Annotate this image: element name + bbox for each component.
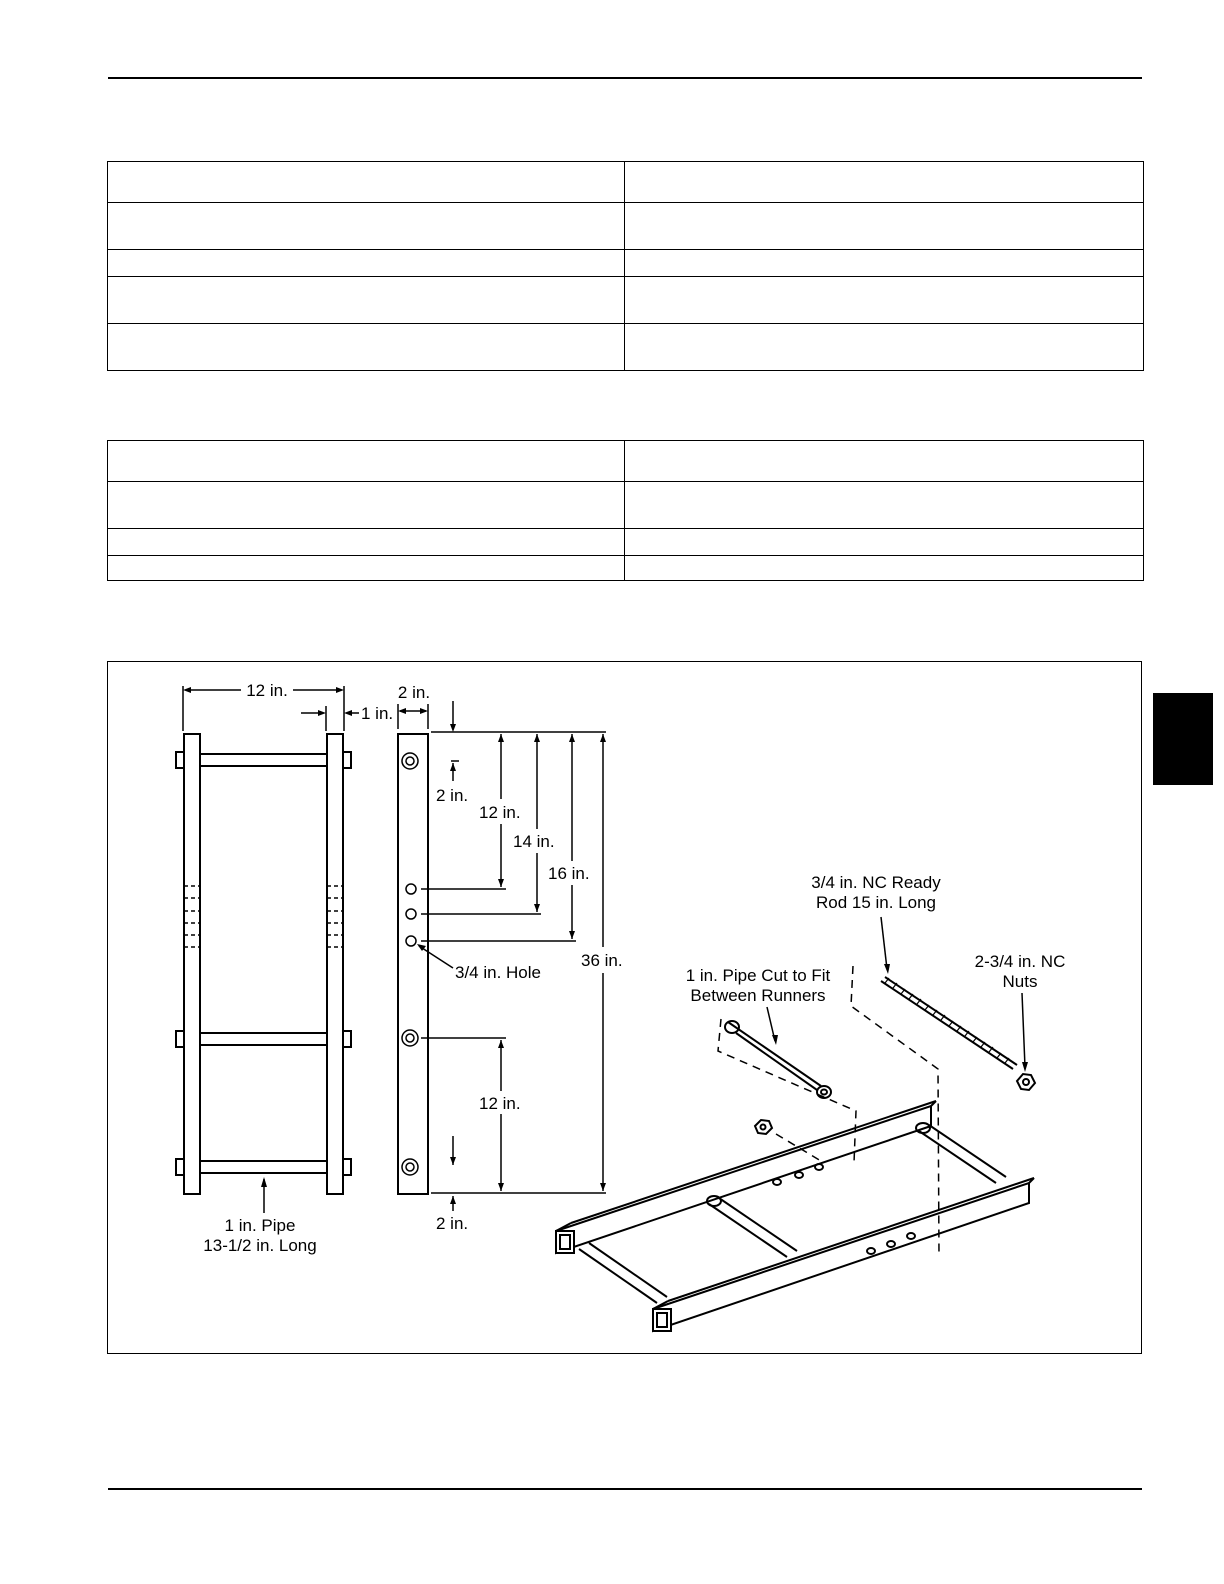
- table-row: [108, 529, 1144, 556]
- label-nuts-line1: 2-3/4 in. NC: [974, 952, 1066, 971]
- header-rule: [108, 77, 1142, 79]
- table-cell: [108, 203, 625, 250]
- side-view-runner: [398, 734, 428, 1194]
- label-rod-line1: 3/4 in. NC Ready: [811, 873, 941, 892]
- label-cut-line2: Between Runners: [690, 986, 826, 1005]
- table-row: [108, 277, 1144, 324]
- table-cell: [108, 529, 625, 556]
- table-cell: [108, 277, 625, 324]
- table-cell: [108, 162, 625, 203]
- table-cell: [625, 556, 1144, 581]
- table-cell: [108, 556, 625, 581]
- label-top-2: 2 in.: [436, 786, 469, 805]
- isometric-sled: [556, 1101, 1034, 1331]
- table-row: [108, 324, 1144, 371]
- right-runner: [327, 734, 343, 1194]
- figure-frame: [107, 661, 1142, 1354]
- table-cell: [108, 482, 625, 529]
- label-offset-1: 1 in.: [361, 704, 394, 723]
- label-dim-14: 14 in.: [513, 832, 555, 851]
- dim-lines-side-view: [398, 701, 606, 1211]
- label-width-2: 2 in.: [397, 683, 431, 702]
- table-header-row: [108, 162, 1144, 203]
- table-cell: [108, 324, 625, 371]
- label-nuts-line2: Nuts: [1002, 972, 1038, 991]
- spec-table-1: [107, 161, 1144, 371]
- label-pipe-line2: 13-1/2 in. Long: [203, 1236, 317, 1255]
- table-cell: [625, 277, 1144, 324]
- label-pipe-line1: 1 in. Pipe: [224, 1216, 296, 1235]
- label-dim-36: 36 in.: [581, 951, 623, 970]
- label-dim-16: 16 in.: [548, 864, 590, 883]
- table-cell: [625, 250, 1144, 277]
- table-row: [108, 556, 1144, 581]
- label-width-12: 12 in.: [246, 681, 288, 700]
- cross-pipes: [176, 752, 351, 1175]
- hidden-holes: [184, 886, 343, 947]
- table-row: [108, 482, 1144, 529]
- ready-rod: [881, 977, 1017, 1069]
- section-tab-marker: [1153, 693, 1213, 785]
- sled-diagram: [108, 662, 1141, 1353]
- table-row: [108, 203, 1144, 250]
- label-cut-line1: 1 in. Pipe Cut to Fit: [685, 966, 831, 985]
- loose-pipe: [725, 1021, 831, 1098]
- table-header-row: [108, 441, 1144, 482]
- table-cell: [625, 162, 1144, 203]
- label-hole: 3/4 in. Hole: [455, 963, 541, 982]
- left-runner: [184, 734, 200, 1194]
- label-bottom-2: 2 in.: [436, 1214, 469, 1233]
- spec-table-2: [107, 440, 1144, 581]
- nut-icon: [755, 1120, 772, 1134]
- table-cell: [625, 441, 1144, 482]
- nut-icon: [1017, 1074, 1035, 1090]
- table-cell: [108, 441, 625, 482]
- table-cell: [625, 324, 1144, 371]
- table-row: [108, 250, 1144, 277]
- table-cell: [625, 529, 1144, 556]
- table-cell: [625, 203, 1144, 250]
- label-dim-12-bottom: 12 in.: [479, 1094, 521, 1113]
- label-rod-line2: Rod 15 in. Long: [815, 893, 937, 912]
- table-cell: [625, 482, 1144, 529]
- footer-rule: [108, 1488, 1142, 1490]
- label-dim-12-top: 12 in.: [479, 803, 521, 822]
- table-cell: [108, 250, 625, 277]
